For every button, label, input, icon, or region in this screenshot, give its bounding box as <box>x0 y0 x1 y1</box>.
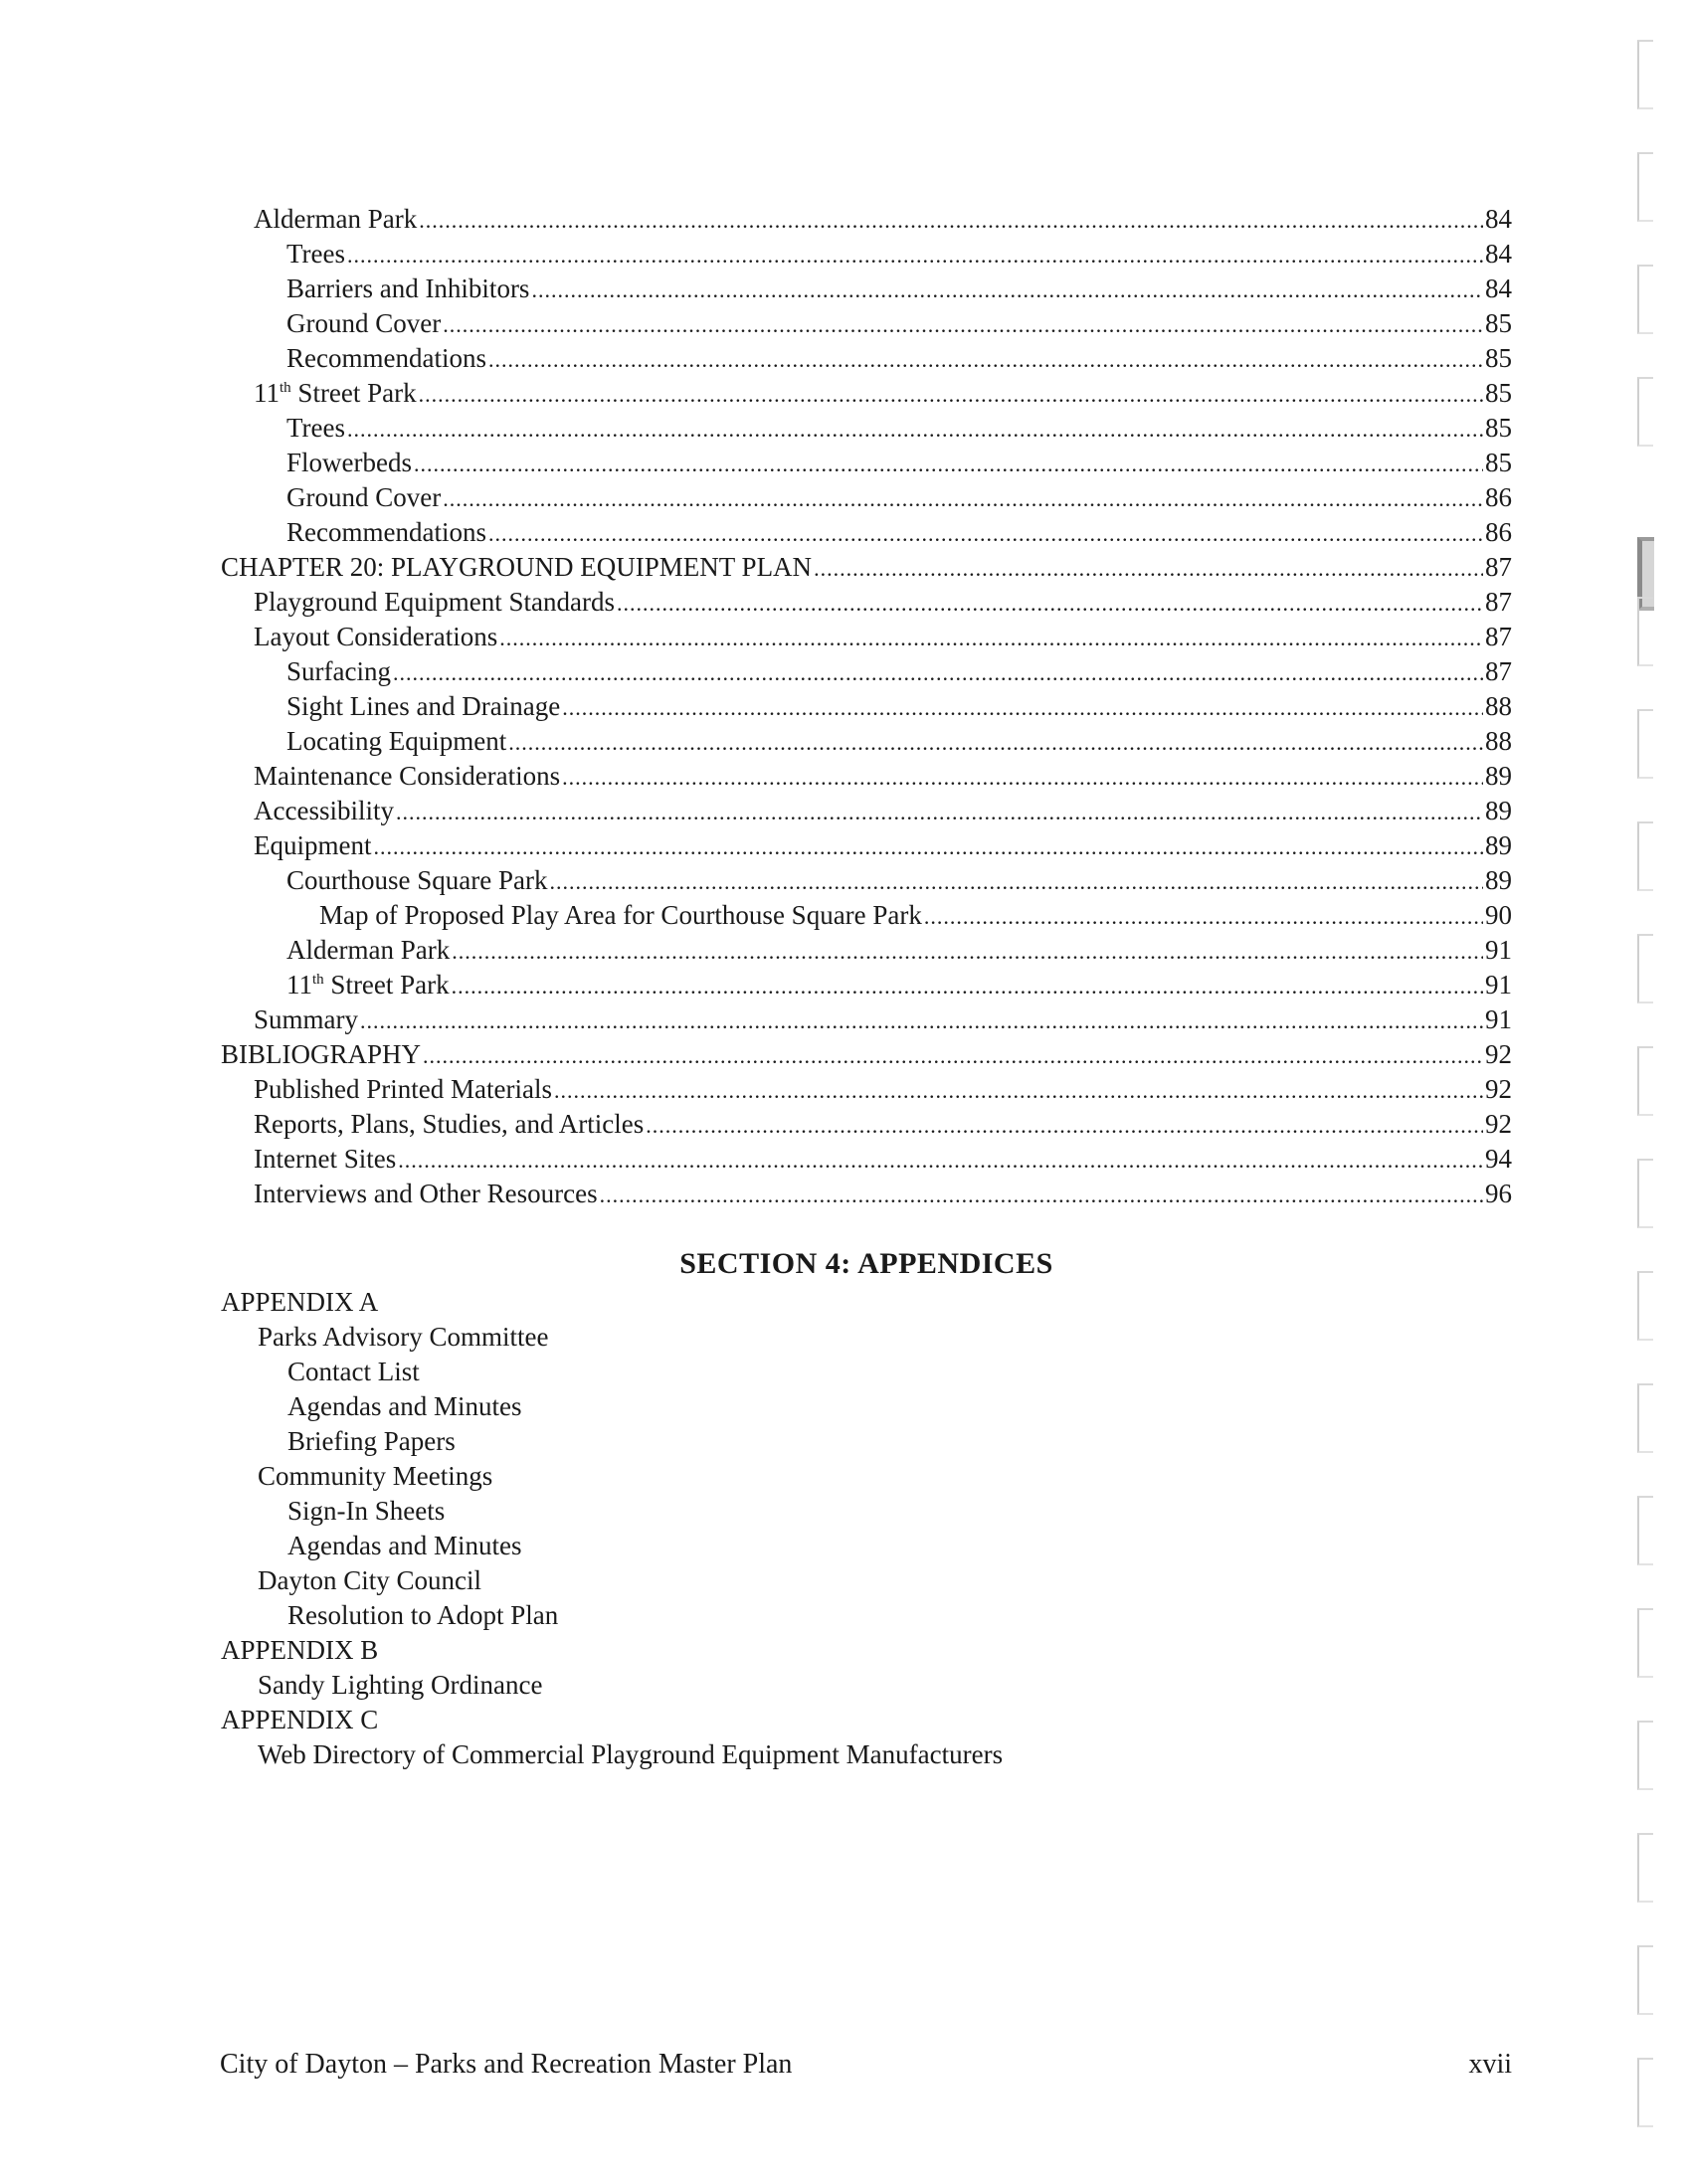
toc-entry-page: 94 <box>1485 1144 1512 1174</box>
binding-bracket <box>1637 709 1653 779</box>
toc-entry-title: BIBLIOGRAPHY <box>221 1039 422 1069</box>
appendix-heading: APPENDIX A <box>221 1287 379 1317</box>
toc-entry <box>221 446 1512 480</box>
binding-bracket <box>1637 1721 1653 1790</box>
dot-leader <box>443 481 1483 516</box>
toc-entry <box>221 411 1512 446</box>
appendix-item: Contact List <box>287 1357 420 1386</box>
dot-leader <box>617 586 1483 621</box>
toc-entry-page: 89 <box>1485 865 1512 895</box>
toc-entry <box>221 898 1512 933</box>
dot-leader <box>562 760 1483 795</box>
toc-entry-page: 96 <box>1485 1179 1512 1208</box>
toc-entry <box>221 480 1512 515</box>
toc-entry-title: Alderman Park <box>286 935 451 965</box>
appendix-item: Agendas and Minutes <box>287 1391 522 1421</box>
toc-entry-page: 87 <box>1485 552 1512 582</box>
toc-entry-title: CHAPTER 20: PLAYGROUND EQUIPMENT PLAN <box>221 552 813 582</box>
toc-entry <box>221 1072 1512 1107</box>
footer-page-number: xvii <box>1468 2049 1512 2080</box>
toc-entry-page: 91 <box>1485 970 1512 1000</box>
dot-leader <box>600 1178 1483 1212</box>
appendix-item: Agendas and Minutes <box>287 1531 522 1560</box>
dot-leader <box>414 447 1483 481</box>
toc-entry <box>221 585 1512 620</box>
toc-entry-page: 87 <box>1485 656 1512 686</box>
toc-entry <box>221 202 1512 237</box>
toc-entry-page: 91 <box>1485 1004 1512 1034</box>
appendix-item: Community Meetings <box>258 1461 493 1491</box>
appendix-item: Dayton City Council <box>258 1565 481 1595</box>
toc-entry-page: 85 <box>1485 448 1512 477</box>
toc-entry-title: Trees <box>286 413 346 443</box>
toc-entry-page: 84 <box>1485 239 1512 269</box>
binding-bracket <box>1637 1608 1653 1678</box>
toc-entry <box>221 620 1512 654</box>
spiral-binding-marks <box>1637 40 1667 2158</box>
dot-leader <box>393 655 1483 690</box>
toc-entry <box>221 968 1512 1002</box>
toc-entry-title: Flowerbeds <box>286 448 412 477</box>
toc-entry-page: 87 <box>1485 587 1512 617</box>
dot-leader <box>488 342 1483 377</box>
toc-entry-title: Recommendations <box>286 343 486 373</box>
dot-leader <box>347 412 1483 447</box>
toc-entry-title: Alderman Park <box>254 204 418 234</box>
toc-entry-page: 87 <box>1485 622 1512 651</box>
toc-entry-title: Ground Cover <box>286 308 442 338</box>
toc-entry-page: 89 <box>1485 830 1512 860</box>
toc-entry <box>221 237 1512 272</box>
dot-leader <box>423 1038 1483 1073</box>
binding-bracket <box>1637 265 1653 334</box>
binding-bracket <box>1637 934 1653 1003</box>
toc-entry-page: 86 <box>1485 482 1512 512</box>
toc-entry-title: Trees <box>286 239 346 269</box>
binding-bracket <box>1637 1159 1653 1228</box>
toc-entry-page: 92 <box>1485 1039 1512 1069</box>
dot-leader <box>508 725 1483 760</box>
dot-leader <box>396 795 1483 829</box>
toc-entry-title: Layout Considerations <box>254 622 498 651</box>
toc-entry-title: Map of Proposed Play Area for Courthouse Square Park <box>319 900 922 930</box>
footer-title: City of Dayton – Parks and Recreation Master Plan <box>220 2049 793 2080</box>
toc-entry <box>221 1002 1512 1037</box>
binding-bracket <box>1637 1496 1653 1565</box>
binding-bracket <box>1637 1383 1653 1453</box>
toc-entry-title: Surfacing <box>286 656 391 686</box>
dot-leader <box>488 516 1483 551</box>
toc-entry-page: 91 <box>1485 935 1512 965</box>
dot-leader <box>419 377 1483 412</box>
toc-entry-page: 92 <box>1485 1074 1512 1104</box>
toc-entry <box>221 794 1512 828</box>
appendix-item: Sign-In Sheets <box>287 1496 446 1526</box>
dot-leader <box>531 273 1483 307</box>
binding-bracket <box>1637 1046 1653 1116</box>
toc-entry-page: 90 <box>1485 900 1512 930</box>
dot-leader <box>398 1143 1483 1178</box>
dot-leader <box>443 307 1483 342</box>
toc-entry-page: 85 <box>1485 378 1512 408</box>
toc-entry <box>221 306 1512 341</box>
appendix-item: Web Directory of Commercial Playground Equipment Manufacturers <box>258 1739 1004 1769</box>
toc-entry-title: Locating Equipment <box>286 726 507 756</box>
toc-entry <box>221 759 1512 794</box>
toc-entry-page: 85 <box>1485 308 1512 338</box>
toc-entry-page: 86 <box>1485 517 1512 547</box>
toc-entry-page: 85 <box>1485 343 1512 373</box>
appendix-item: Briefing Papers <box>287 1426 456 1456</box>
dot-leader <box>562 690 1483 725</box>
toc-entry-title: Accessibility <box>254 796 394 825</box>
binding-bracket <box>1637 1271 1653 1341</box>
table-of-contents <box>221 202 1512 1211</box>
toc-entry-title: Barriers and Inhibitors <box>286 273 530 303</box>
toc-entry-page: 84 <box>1485 204 1512 234</box>
binding-bracket <box>1637 1833 1653 1903</box>
toc-entry-title: Playground Equipment Standards <box>254 587 615 617</box>
toc-entry-title: Recommendations <box>286 517 486 547</box>
dot-leader <box>360 1003 1483 1038</box>
dot-leader <box>646 1108 1483 1143</box>
toc-entry <box>221 272 1512 306</box>
toc-entry <box>221 1142 1512 1177</box>
toc-entry-title: Maintenance Considerations <box>254 761 561 791</box>
dot-leader <box>347 238 1483 273</box>
binding-bracket <box>1637 377 1653 447</box>
toc-entry-title: Reports, Plans, Studies, and Articles <box>254 1109 645 1139</box>
toc-entry-title: Internet Sites <box>254 1144 397 1174</box>
section-heading: SECTION 4: APPENDICES <box>679 1247 1053 1280</box>
dot-leader <box>373 829 1483 864</box>
toc-entry <box>221 933 1512 968</box>
toc-entry-page: 84 <box>1485 273 1512 303</box>
dot-leader <box>924 899 1483 934</box>
toc-entry <box>221 863 1512 898</box>
toc-entry-page: 89 <box>1485 761 1512 791</box>
toc-entry-title: Published Printed Materials <box>254 1074 552 1104</box>
toc-entry-page: 85 <box>1485 413 1512 443</box>
toc-entry <box>221 341 1512 376</box>
dot-leader <box>499 621 1483 655</box>
toc-entry-title: 11th Street Park <box>286 970 450 1000</box>
appendix-list <box>221 1285 1414 1772</box>
toc-entry-page: 89 <box>1485 796 1512 825</box>
toc-entry-title: Summary <box>254 1004 358 1034</box>
toc-entry <box>221 515 1512 550</box>
dot-leader <box>814 551 1483 586</box>
toc-entry <box>221 689 1512 724</box>
dot-leader <box>452 934 1483 969</box>
appendix-item: Resolution to Adopt Plan <box>287 1600 559 1630</box>
toc-entry-title: Equipment <box>254 830 372 860</box>
binding-bracket <box>1637 2058 1653 2127</box>
toc-entry <box>221 1107 1512 1142</box>
toc-entry-title: 11th Street Park <box>254 378 417 408</box>
appendix-heading: APPENDIX B <box>221 1635 379 1665</box>
dot-leader <box>549 864 1483 899</box>
toc-entry-page: 88 <box>1485 691 1512 721</box>
toc-entry-title: Interviews and Other Resources <box>254 1179 598 1208</box>
toc-entry-title: Ground Cover <box>286 482 442 512</box>
toc-entry <box>221 1177 1512 1211</box>
toc-entry-page: 92 <box>1485 1109 1512 1139</box>
dot-leader <box>554 1073 1483 1108</box>
binding-bracket <box>1637 152 1653 222</box>
binding-bracket <box>1637 1945 1653 2015</box>
binding-bracket <box>1637 40 1653 109</box>
appendix-item: Parks Advisory Committee <box>258 1322 549 1352</box>
dot-leader <box>419 203 1483 238</box>
appendix-heading: APPENDIX C <box>221 1705 379 1734</box>
toc-entry-page: 88 <box>1485 726 1512 756</box>
toc-entry <box>221 550 1512 585</box>
binding-bracket <box>1637 597 1653 666</box>
dot-leader <box>452 969 1483 1003</box>
toc-entry <box>221 724 1512 759</box>
toc-entry <box>221 654 1512 689</box>
toc-entry <box>221 1037 1512 1072</box>
toc-entry-title: Courthouse Square Park <box>286 865 548 895</box>
toc-entry <box>221 376 1512 411</box>
appendix-item: Sandy Lighting Ordinance <box>258 1670 543 1700</box>
toc-entry <box>221 828 1512 863</box>
binding-bracket <box>1637 821 1653 891</box>
toc-entry-title: Sight Lines and Drainage <box>286 691 561 721</box>
